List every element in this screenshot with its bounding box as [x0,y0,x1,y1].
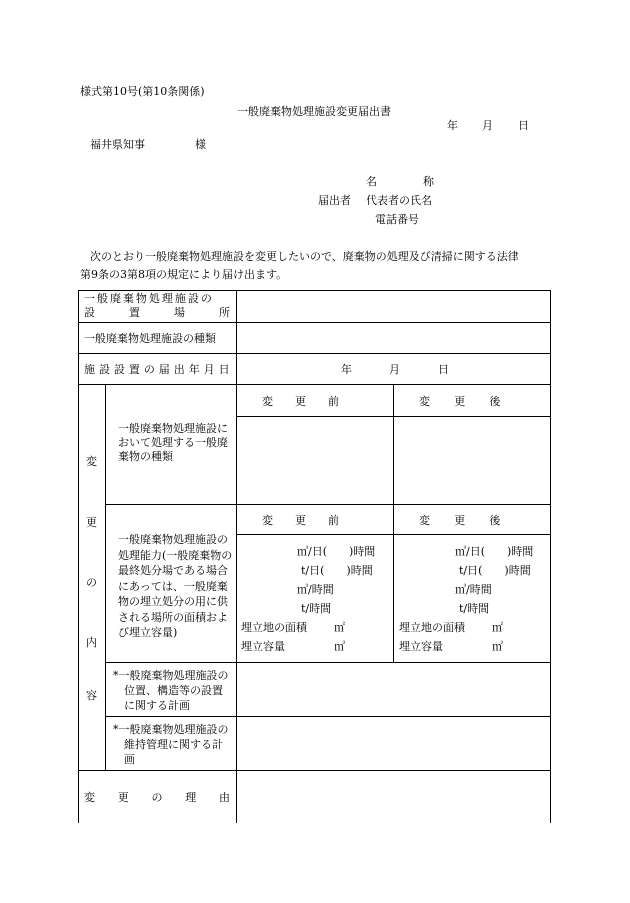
notification-date-label: 施設設置の届出年月日 [84,363,234,376]
name-label-2: 称 [423,175,434,188]
date-day-label: 日 [518,119,529,132]
before-landfill-volume-label: 埋立容量 [241,640,285,653]
table-date-month: 月 [389,363,400,376]
date-month-label: 月 [482,119,493,132]
after-landfill-volume-label: 埋立容量 [399,640,443,653]
before-area-unit: ㎡ [334,621,345,634]
maintenance-plan-label: *一般廃棄物処理施設の維持管理に関する計画 [113,723,229,766]
waste-type-label: 一般廃棄物処理施設において処理する一般廃棄物の種類 [118,422,228,463]
structure-plan-label: *一般廃棄物処理施設の位置、構造等の設置に関する計画 [113,669,229,712]
change-content-char-4: 内 [86,636,97,649]
name-label-1: 名 [366,175,377,188]
body-text-line-2: 第9条の3第8項の規定により届け出ます。 [80,268,288,281]
location-label-line-2: 設 置 場 所 [84,306,230,319]
before-t-per-day: t/日( )時間 [301,564,373,577]
after-t-per-hour: t/時間 [459,602,490,615]
change-content-char-5: 容 [86,689,97,702]
document-title: 一般廃棄物処理施設変更届出書 [237,105,391,118]
after-landfill-area-label: 埋立地の面積 [399,621,465,634]
before-landfill-area-label: 埋立地の面積 [241,621,307,634]
after-t-per-day: t/日( )時間 [459,564,531,577]
after-header-1: 変更後 [419,395,525,408]
before-header-2: 変更前 [262,514,361,527]
notifier-label: 届出者 [318,194,351,207]
before-header-1: 変更前 [262,395,361,408]
before-m3-per-hour: ㎥/時間 [297,583,334,596]
form-number: 様式第10号(第10条関係) [80,85,205,98]
change-content-char-2: 更 [86,516,97,529]
facility-type-label: 一般廃棄物処理施設の種類 [84,332,216,345]
after-m3-per-day: ㎥/日( )時間 [455,545,534,558]
before-volume-unit: ㎥ [334,640,345,653]
representative-label: 代表者の氏名 [366,194,432,207]
change-reason-label: 変 更 の 理 由 [84,791,230,804]
table-date-day: 日 [438,363,449,376]
capacity-label: 一般廃棄物処理施設の処理能力(一般廃棄物の最終処分場である場合にあっては、一般廃棄物の埋立処分の用に供される場所の面積および埋立容量) [118,533,233,639]
phone-label: 電話番号 [375,213,419,226]
change-content-char-1: 変 [86,455,97,468]
after-volume-unit: ㎥ [492,640,503,653]
table-date-year: 年 [341,363,352,376]
addressee: 福井県知事 [90,138,145,151]
before-t-per-hour: t/時間 [301,602,332,615]
addressee-honorific: 様 [195,138,206,151]
after-m3-per-hour: ㎥/時間 [455,583,492,596]
before-m3-per-day: ㎥/日( )時間 [297,545,376,558]
date-year-label: 年 [447,119,458,132]
after-header-2: 変更後 [419,514,525,527]
change-content-char-3: の [86,576,97,589]
body-text-line-1: 次のとおり一般廃棄物処理施設を変更したいので、廃棄物の処理及び清掃に関する法律 [90,250,519,263]
location-label-line-1: 一般廃棄物処理施設の [84,292,214,305]
after-area-unit: ㎡ [492,621,503,634]
